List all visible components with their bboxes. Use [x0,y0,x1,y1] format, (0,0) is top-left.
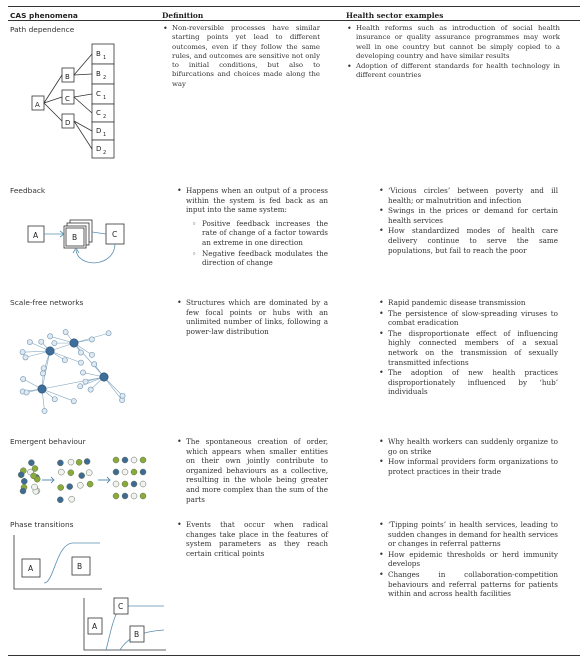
phase2-b-label: B [134,630,140,639]
network-node [40,371,45,376]
phase-transition-diagram-1 [10,533,110,593]
agent-dot [20,488,26,494]
network-node [71,399,76,404]
phase2-c-label: C [118,602,124,611]
table-header-rule [8,20,580,21]
feedback-diagram [26,212,136,264]
definition-emergent-behaviour [176,437,328,505]
phase-b-label: B [77,562,83,571]
agent-dot [57,460,63,466]
agent-dot [31,473,37,479]
agent-dot [77,482,83,488]
agent-dot [131,469,137,475]
network-node [63,329,68,334]
row-title-feedback: Feedback [10,186,46,195]
agent-dot [32,466,38,472]
network-node [89,352,94,357]
network-node [78,384,83,389]
node-c1-sub: 1 [103,95,107,101]
agent-dot [58,469,64,475]
definition-item: • The spontaneous creation of order, which appears when smaller entities on their own jointly contribute to organized behaviours as a collective, resulting in the whole being greater and more complex than the sum of the parts [176,437,328,504]
example-item: • The persistence of slow-spreading viruses to combat eradication [378,309,558,328]
network-hub [46,347,54,355]
node-b-label: B [65,73,70,81]
example-item: • Adoption of different standards for health technology in different countries [346,62,560,81]
node-d1-sub: 1 [103,132,107,138]
agent-dot [67,484,73,490]
phase-transition-diagram-2 [80,596,170,656]
agent-dot [113,481,119,487]
network-node [89,337,94,342]
example-item: • The disproportionate effect of influencing highly connected members of a sexual network on the transmission of sexually transmitted infections [378,329,558,367]
network-node [92,362,97,367]
network-node [78,360,83,365]
example-item: • ‘Tipping points’ in health services, leading to sudden changes in demand for health services or changes in referral patterns [378,520,558,549]
network-node [27,340,32,345]
row-title-path-dependence: Path dependence [10,25,75,34]
agent-dot [140,457,146,463]
agent-dot [122,481,128,487]
example-item: • Changes in collaboration-competition behaviours and referral patterns for patients within and across health facilities [378,570,558,599]
node-c-label: C [112,230,118,239]
network-node [78,350,83,355]
table-top-rule [8,6,580,7]
agent-dot [58,485,64,491]
network-node [48,334,53,339]
example-item: • How informal providers form organizations to protect practices in their trade [378,457,558,476]
definition-item [176,186,328,268]
definition-feedback [176,186,328,269]
node-b2-label: B [96,70,101,78]
agent-dot [18,472,24,478]
definition-phase-transitions [176,520,328,559]
example-item: • Swings in the prices or demand for certain health services [378,206,558,225]
agent-dot [32,484,38,490]
agent-dot [79,473,85,479]
definition-scale-free-networks [176,298,328,337]
network-node [62,358,67,363]
agent-dot [69,496,75,502]
header-phenomena: CAS phenomena [10,11,78,20]
agent-dot [84,459,90,465]
example-item: • The adoption of new health practices disproportionately influenced by ‘hub’ individuals [378,368,558,397]
network-node [83,379,88,384]
row-title-scale-free-networks: Scale-free networks [10,298,84,307]
node-b2-sub: 2 [103,75,107,81]
node-c1-label: C [96,90,101,98]
network-node [106,331,111,336]
example-item: • Why health workers can suddenly organize to go on strike [378,437,558,456]
node-c2-sub: 2 [103,114,107,120]
agent-dot [131,457,137,463]
example-item: • ‘Vicious circles’ between poverty and ill health; or malnutrition and infection [378,186,558,205]
network-node [41,366,46,371]
network-node [42,408,47,413]
phase2-a-label: A [92,622,98,631]
header-examples: Health sector examples [346,11,444,20]
agent-dot [131,481,137,487]
examples-path-dependence [346,24,560,82]
network-node [39,339,44,344]
examples-phase-transitions [378,520,558,600]
node-d2-label: D [96,145,102,153]
header-definition: Definition [162,11,204,20]
examples-feedback [378,186,558,256]
network-node [120,393,125,398]
node-d1-label: D [96,127,102,135]
examples-scale-free-networks [378,298,558,398]
definition-item: • Non-reversible processes have similar starting points yet lead to different outcomes, even if they follow the same rules, and outcomes are sensitive not only to initial conditions, but also to bifurcations and choices made along the way [162,24,320,89]
network-node [80,370,85,375]
network-node [23,355,28,360]
node-b-label: B [72,233,78,242]
node-a-label: A [35,101,40,109]
definition-subitem: ◦ Negative feedback modulates the direction of change [192,249,328,268]
agent-dot [76,459,82,465]
definition-item: • Events that occur when radical changes take place in the features of system parameters as they reach certain critical points [176,520,328,558]
node-b1-sub: 1 [103,55,107,61]
example-item: • How epidemic thresholds or herd immunity develops [378,550,558,569]
definition-subitem: ◦ Positive feedback increases the rate of change of a factor towards an extreme in one direction [192,219,328,248]
scale-free-network-diagram [12,313,152,415]
definition-text: Happens when an output of a process within the system is fed back as an input into the same system: [186,186,328,215]
emergent-behaviour-diagram [12,454,162,512]
agent-dot [122,469,128,475]
node-c2-label: C [96,109,101,117]
network-hub [70,339,78,347]
node-a-label: A [33,231,39,240]
agent-dot [140,481,146,487]
agent-dot [86,470,92,476]
network-hub [100,373,108,381]
agent-dot [131,493,137,499]
agent-dot [122,457,128,463]
definition-path-dependence [162,24,320,90]
agent-dot [140,493,146,499]
row-title-phase-transitions: Phase transitions [10,520,74,529]
network-node [24,390,29,395]
example-item: • Rapid pandemic disease transmission [378,298,558,308]
agent-dot [87,481,93,487]
agent-dot [113,493,119,499]
example-item: • Health reforms such as introduction of social health insurance or quality assurance programmes may work well in one country but cannot be simply copied to a developing country and have similar results [346,24,560,61]
agent-dot [28,460,34,466]
agent-dot [122,493,128,499]
examples-emergent-behaviour [378,437,558,477]
agent-dot [57,497,63,503]
agent-dot [68,459,74,465]
network-node [20,350,25,355]
agent-dot [68,470,74,476]
agent-dot [140,469,146,475]
node-d-label: D [65,119,71,127]
network-node [52,397,57,402]
agent-dot [21,478,27,484]
node-d2-sub: 2 [103,150,107,156]
agent-dot [113,457,119,463]
phase-a-label: A [28,564,34,573]
example-item: • How standardized modes of health care delivery continue to serve the same populations, but fail to reach the poor [378,226,558,255]
node-c-label: C [65,95,70,103]
agent-dot [113,469,119,475]
definition-item: • Structures which are dominated by a few focal points or hubs with an unlimited number of links, following a power-law distribution [176,298,328,336]
network-hub [38,385,46,393]
network-node [52,341,57,346]
network-node [88,387,93,392]
row-title-emergent-behaviour: Emergent behaviour [10,437,86,446]
path-dependence-diagram [28,40,128,160]
node-b1-label: B [96,50,101,58]
network-node [21,376,26,381]
